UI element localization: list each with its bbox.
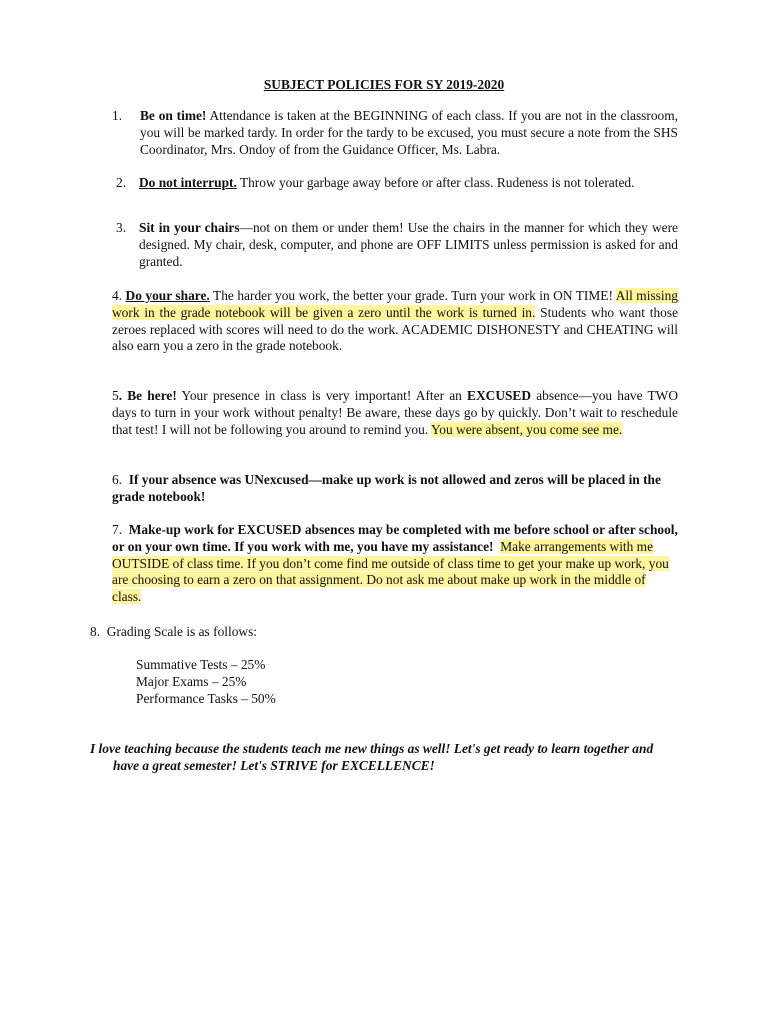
item-highlight: All missing work in the grade notebook will be given a zero until the work is turned in. [112, 288, 678, 320]
policy-item-5 [112, 388, 678, 438]
item-text: Throw your garbage away before or after class. Rudeness is not tolerated. [236, 175, 635, 190]
item-text-continued: Students who want those zeroes replaced with scores will need to do the work. ACADEMIC DISHONESTY and CHEATING will also earn you a zero in the grade notebook. [112, 304, 679, 354]
item-number: 6. [112, 472, 123, 487]
policy-item-1 [112, 108, 678, 158]
item-number: 7. [112, 522, 123, 537]
item-text: —not on them or under them! Use the chairs in the manner for which they were designed. My chair, desk, computer, and phone are OFF LIMITS unless permission is asked for and granted. [139, 220, 678, 269]
item-text: If your absence was UNexcused—make up work is not allowed and zeros will be placed in the grade notebook! [112, 472, 661, 504]
grading-row: Major Exams – 25% [136, 673, 247, 689]
item-emphasis: EXCUSED [467, 388, 532, 403]
item-highlight: You were absent, you come see me. [430, 421, 623, 437]
closing-line-1: I love teaching because the students teach me new things as well! Let's get ready to learn together and [90, 741, 654, 756]
item-lead: Be on time! [140, 108, 207, 123]
policy-item-2 [116, 175, 678, 192]
item-text: Grading Scale is as follows: [106, 624, 257, 639]
policy-item-4 [112, 288, 678, 355]
item-text-continued: absence—you have TWO days to turn in your work without penalty! Be aware, these days go by quickly. Don’t wait to reschedule that test! I will not be following you around to remind you. [112, 388, 678, 437]
policy-item-8 [90, 624, 590, 641]
item-number: 4. [112, 288, 123, 303]
item-highlight: Make arrangements with me OUTSIDE of class time. If you don’t come find me outside of class time to get your make up work, you are choosing to earn a zero on that assignment. Do not ask me about make up work in the middle of class. [112, 538, 669, 605]
item-number: 5 [112, 388, 119, 403]
item-number: 2. [116, 175, 127, 190]
item-lead: Do not interrupt. [139, 175, 237, 190]
item-text: Your presence in class is very important! After an [176, 388, 468, 403]
item-lead: . Be here! [118, 388, 177, 403]
grading-row: Performance Tasks – 50% [136, 690, 276, 706]
policy-item-7 [112, 522, 678, 606]
item-text: Attendance is taken at the BEGINNING of each class. If you are not in the classroom, you will be marked tardy. In order for the tardy to be excused, you must secure a note from the SHS Coordinator, Mrs. Ondoy of from the Guidance Officer, Ms. Labra. [140, 108, 679, 157]
grading-scale [136, 657, 276, 707]
page-title: SUBJECT POLICIES FOR SY 2019-2020 [263, 77, 505, 92]
closing-line-2: have a great semester! Let's STRIVE for EXCELLENCE! [113, 757, 435, 773]
item-lead: Sit in your chairs [139, 220, 240, 235]
item-number: 1. [112, 108, 123, 123]
policy-item-6 [112, 472, 678, 506]
item-text: The harder you work, the better your grade. Turn your work in ON TIME! [209, 288, 616, 303]
grading-row: Summative Tests – 25% [136, 657, 266, 672]
policy-item-3 [116, 220, 678, 270]
closing-note [90, 741, 680, 775]
item-text: Make-up work for EXCUSED absences may be completed with me before school or after school, or on your own time. If you work with me, you have my assistance! [112, 522, 678, 554]
item-number: 8. [90, 624, 101, 639]
item-number: 3. [116, 220, 127, 235]
item-lead: Do your share. [125, 288, 210, 303]
